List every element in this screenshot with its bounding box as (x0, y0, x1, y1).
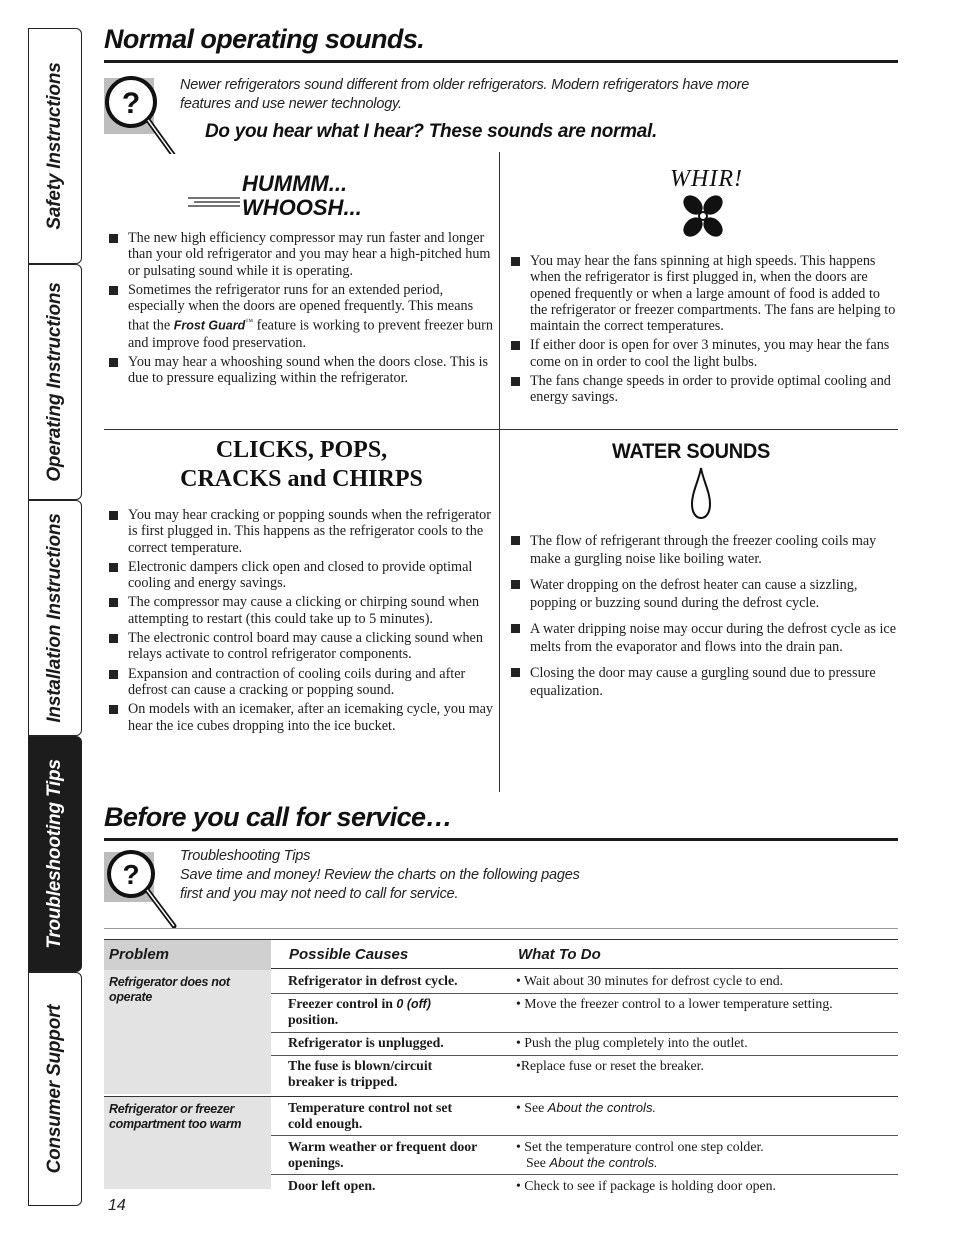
todo-cell: • Set the temperature control one step colder. See About the controls. (516, 1139, 764, 1170)
tab-troubleshooting-tips[interactable] (28, 736, 82, 972)
list-item: You may hear the fans spinning at high speeds. This happens when the refrigerator is first plugged in, when the doors are opened frequently or when a large amount of food is added to the refrigerator or freezer compartments. The fans are helping to maintain the correct temperatures. (508, 253, 896, 334)
cause-cell: Temperature control not set cold enough. (288, 1100, 453, 1131)
row-rule (271, 993, 898, 994)
svg-text:?: ? (121, 87, 141, 120)
list-item: You may hear cracking or popping sounds when the refrigerator is first plugged in. This happens as the refrigerator cools to the correct temperature. (106, 507, 496, 556)
sounds-subhead: Do you hear what I hear? These sounds are normal. (205, 121, 657, 142)
cause-cell: Refrigerator is unplugged. (288, 1035, 444, 1050)
list-item: On models with an icemaker, after an icemaking cycle, you may hear the ice cubes dropping into the ice bucket. (106, 701, 496, 734)
hummm-list (106, 230, 496, 386)
intro-underline (104, 928, 898, 929)
todo-cell: • Move the freezer control to a lower temperature setting. (516, 996, 833, 1011)
clicks-title: CLICKS, POPS, CRACKS and CHIRPS (180, 437, 423, 492)
svg-text:?: ? (122, 859, 140, 890)
column-divider (499, 152, 500, 792)
service-rule (104, 838, 898, 841)
list-item: Electronic dampers click open and closed to provide optimal cooling and energy savings. (106, 559, 496, 592)
list-item: Water dropping on the defrost heater can cause a sizzling, popping or buzzing sound during the defrost cycle. (508, 576, 896, 612)
row-rule (271, 1032, 898, 1033)
todo-cell: • Push the plug completely into the outlet. (516, 1035, 748, 1050)
todo-cell: •Replace fuse or reset the breaker. (516, 1058, 704, 1073)
list-item: A water dripping noise may occur during the defrost cycle as ice melts from the evaporator and flows into the drain pan. (508, 620, 896, 656)
tab-installation-instructions[interactable] (28, 500, 82, 736)
row-rule (271, 1135, 898, 1136)
todo-cell: • Wait about 30 minutes for defrost cycle to end. (516, 973, 784, 988)
header-rule (271, 968, 898, 969)
todo-cell: • Check to see if package is holding door open. (516, 1178, 777, 1193)
table-header-row (104, 939, 898, 970)
water-drop-icon (690, 466, 712, 520)
list-item: You may hear a whooshing sound when the doors close. This is due to pressure equalizing within the refrigerator. (106, 354, 496, 387)
header-problem: Problem (109, 946, 170, 963)
sounds-intro: Newer refrigerators sound different from older refrigerators. Modern refrigerators have more features and use newer technology. (180, 77, 750, 112)
header-causes: Possible Causes (289, 946, 409, 963)
cause-cell: The fuse is blown/circuit breaker is tripped. (288, 1058, 433, 1089)
sidebar-tabs (28, 28, 84, 1206)
whir-list (508, 253, 896, 406)
row-rule (271, 1055, 898, 1056)
cause-cell: Refrigerator in defrost cycle. (288, 973, 458, 988)
whoosh-lines-icon (188, 194, 240, 210)
problem-cell: Refrigerator or freezer compartment too warm (104, 1097, 271, 1189)
water-list (508, 532, 896, 700)
service-title: Before you call for service… (104, 802, 452, 832)
cause-cell: Door left open. (288, 1178, 376, 1193)
row-divider (104, 429, 898, 430)
row-rule (271, 1174, 898, 1175)
header-todo: What To Do (518, 946, 601, 963)
todo-cell: • See About the controls. (516, 1100, 657, 1115)
tab-label: Installation Instructions (44, 513, 65, 723)
tab-consumer-support[interactable] (28, 972, 82, 1206)
cause-cell: Warm weather or frequent door openings. (288, 1139, 478, 1170)
list-item: The electronic control board may cause a clicking sound when relays activate to control refrigerator components. (106, 630, 496, 663)
page-title: Normal operating sounds. (104, 24, 425, 54)
tab-operating-instructions[interactable] (28, 264, 82, 500)
list-item: If either door is open for over 3 minutes, you may hear the fans come on in order to cool the light bulbs. (508, 337, 896, 370)
list-item: The compressor may cause a clicking or chirping sound when attempting to restart (this could take up to 5 minutes). (106, 594, 496, 627)
list-item: The new high efficiency compressor may run faster and longer than your old refrigerator and you may hear a high-pitched hum or pulsating sound while it is operating. (106, 230, 496, 279)
list-item: The fans change speeds in order to provide optimal cooling and energy savings. (508, 373, 896, 406)
question-magnifier-icon (104, 72, 180, 154)
list-item: Expansion and contraction of cooling coils during and after defrost can cause a cracking or popping sound. (106, 666, 496, 699)
clicks-list (106, 507, 496, 734)
tab-label: Safety Instructions (44, 62, 65, 230)
whir-title: WHIR! (670, 166, 743, 192)
question-magnifier-icon (104, 846, 180, 928)
tab-label: Operating Instructions (44, 282, 65, 482)
service-intro: Troubleshooting Tips Save time and money! Review the charts on the following pages first and you may not need to call for service. (180, 848, 580, 902)
tab-label: Troubleshooting Tips (44, 759, 65, 949)
fan-icon (680, 193, 726, 239)
water-title: WATER SOUNDS (612, 440, 771, 463)
page-number: 14 (108, 1197, 126, 1214)
hummm-title: HUMMM... WHOOSH... (242, 171, 362, 220)
list-item: The flow of refrigerant through the freezer cooling coils may make a gurgling noise like boiling water. (508, 532, 896, 568)
title-rule (104, 60, 898, 63)
list-item: Sometimes the refrigerator runs for an extended period, especially when the doors are opened frequently. This means that the Frost Guard™ feature is working to prevent freezer burn and improve food preservation. (106, 282, 496, 351)
cause-cell: Freezer control in 0 (off) position. (288, 996, 431, 1027)
problem-cell: Refrigerator does not operate (104, 970, 271, 1094)
list-item: Closing the door may cause a gurgling sound due to pressure equalization. (508, 664, 896, 700)
tab-label: Consumer Support (44, 1004, 65, 1174)
group-rule (104, 1096, 898, 1097)
tab-safety-instructions[interactable] (28, 28, 82, 264)
